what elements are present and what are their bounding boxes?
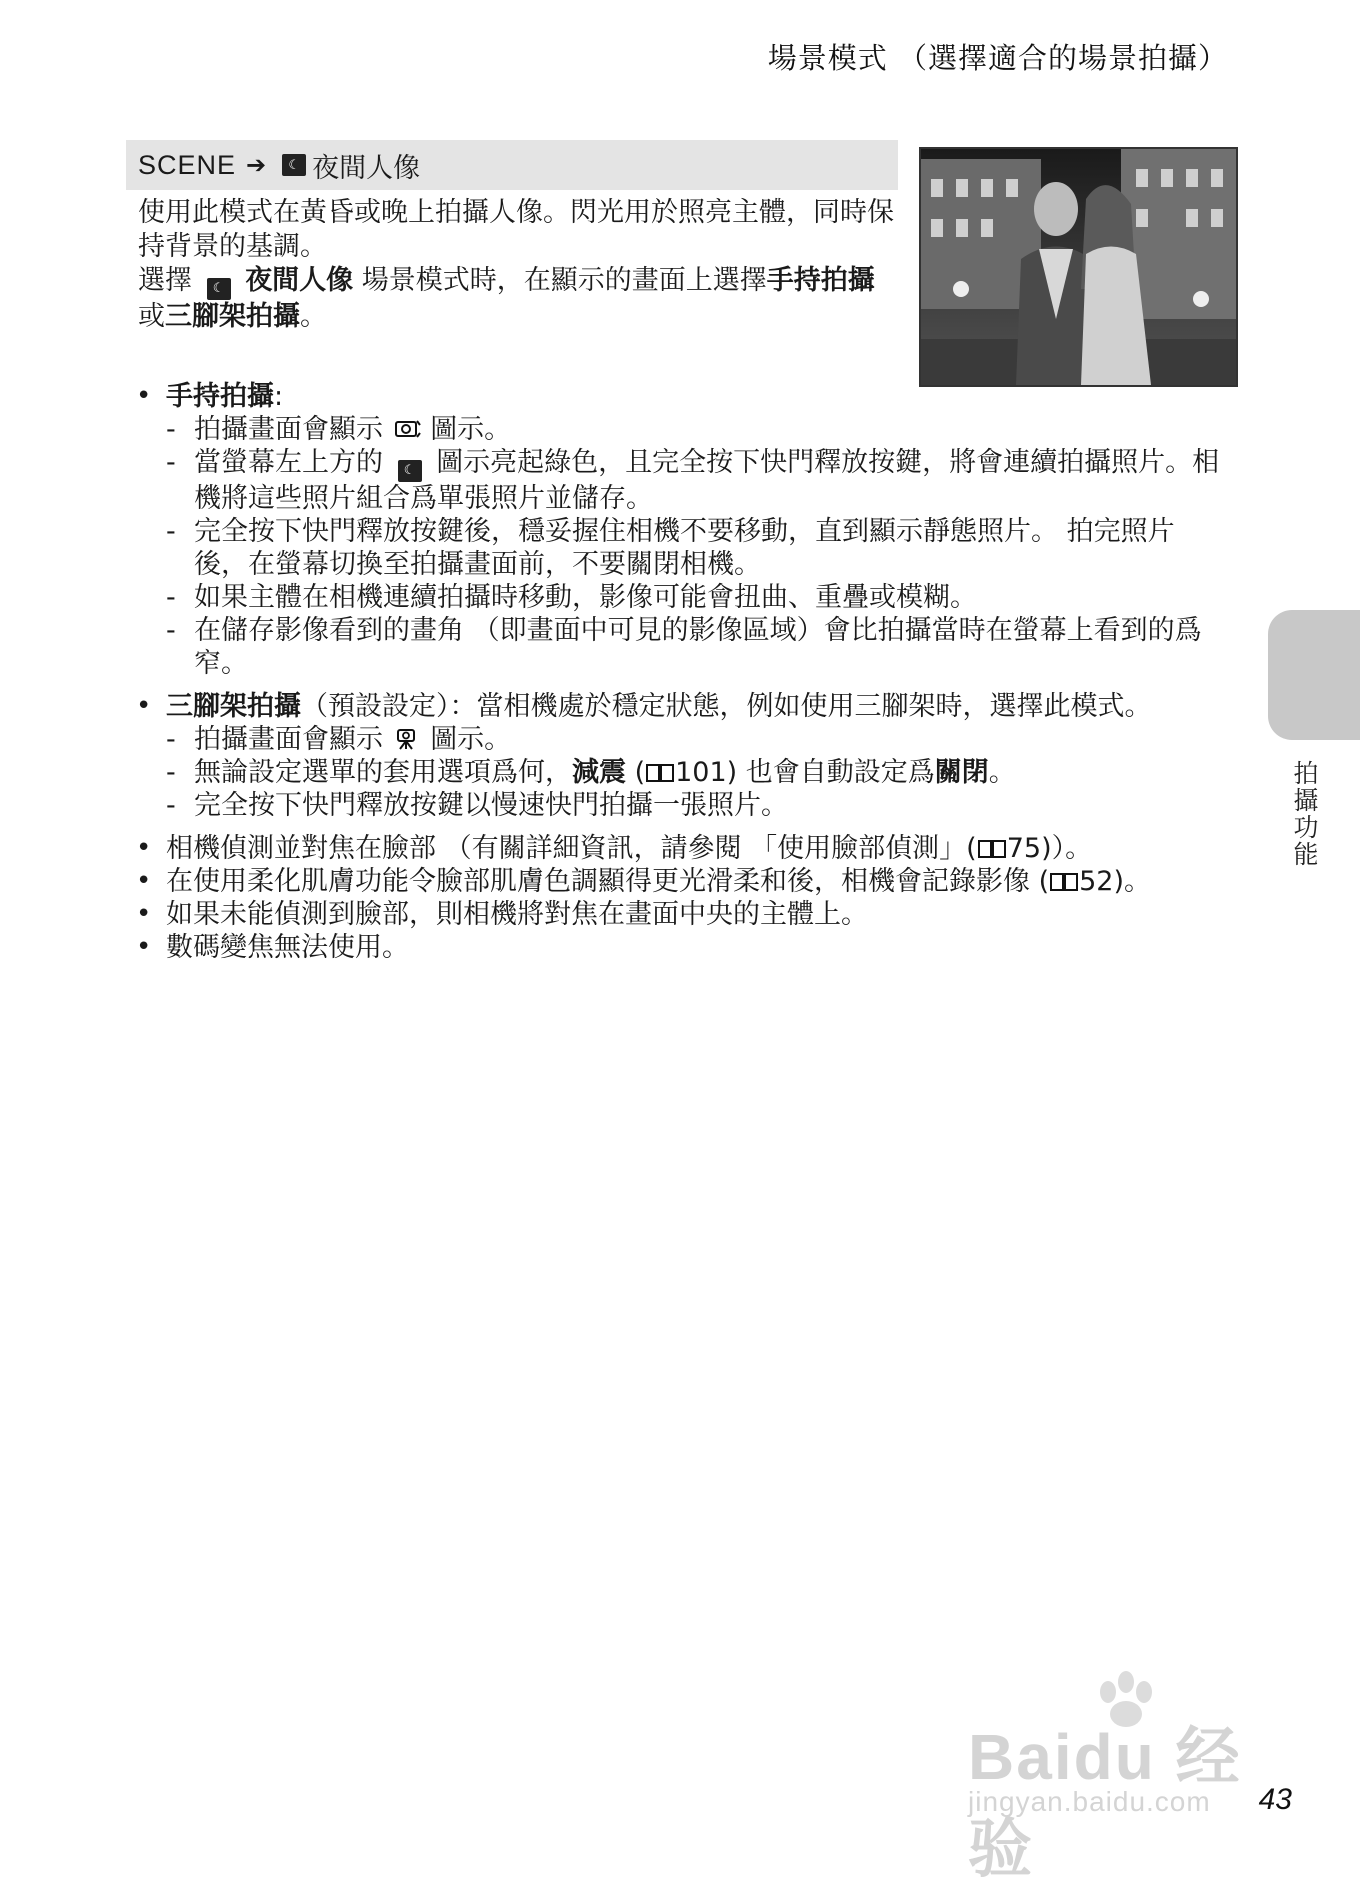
intro-tripod: 三腳架拍攝 <box>165 301 300 332</box>
note-1-text: 相機偵測並對焦在臉部 （有關詳細資訊，請參閱 「使用臉部偵測」( <box>166 832 977 864</box>
tripod-ref[interactable]: 101 <box>675 756 727 788</box>
note-face-detection <box>136 832 1226 865</box>
chapter-side-label: 拍攝功能 <box>1290 760 1319 868</box>
note-2-text: 在使用柔化肌膚功能令臉部肌膚色調顯得更光滑柔和後，相機會記錄影像 ( <box>166 865 1050 897</box>
tripod-item-1-b: 圖示。 <box>430 723 512 755</box>
handheld-item-5: 在儲存影像看到的畫角 （即畫面中可見的影像區域）會比拍攝當時在螢幕上看到的爲窄。 <box>194 614 1202 679</box>
tripod-item-2-a: 無論設定選單的套用選項爲何， <box>194 756 572 788</box>
note-digital-zoom <box>136 931 1226 964</box>
intro-end: 。 <box>300 301 327 332</box>
handheld-shake-icon <box>392 417 422 441</box>
note-3-text: 如果未能偵測到臉部，則相機將對焦在畫面中央的主體上。 <box>166 898 868 930</box>
note-no-face <box>136 898 1226 931</box>
tripod-item-2-end: 。 <box>988 756 1016 788</box>
list-item: - 拍攝畫面會顯示 圖示。 <box>166 723 512 755</box>
intro-line-1: 使用此模式在黃昏或晚上拍攝人像。閃光用於照亮主體，同時保持背景的基調。 <box>138 197 894 262</box>
intro-mode-name: 夜間人像 <box>245 265 354 296</box>
intro-or: 或 <box>138 301 165 332</box>
arrow-icon: ➔ <box>246 151 267 179</box>
handheld-item-3: 完全按下快門釋放按鍵後，穩妥握住相機不要移動，直到顯示靜態照片。 拍完照片後，在螢幕切換至拍攝畫面前，不要關閉相機。 <box>194 515 1175 580</box>
list-item: - 拍攝畫面會顯示 圖示。 <box>166 414 512 445</box>
main-content <box>136 380 1226 964</box>
tripod-item-2-b: 也會自動設定爲 <box>745 756 935 788</box>
list-item: - 當螢幕左上方的 ☾ 圖示亮起綠色，且完全按下快門釋放按鍵，將會連續拍攝照片。相機將這些照片組合爲單張照片並儲存。 <box>166 447 1220 514</box>
handheld-item-4: 如果主體在相機連續拍攝時移動，影像可能會扭曲、重疊或模糊。 <box>194 581 977 613</box>
tripod-heading <box>136 690 1226 723</box>
sample-photo <box>919 147 1238 387</box>
handheld-colon: : <box>274 381 284 412</box>
chapter-side-tab[interactable] <box>1268 610 1360 740</box>
intro-mode-text: 場景模式時，在顯示的畫面上選擇 <box>361 265 767 296</box>
book-reference-icon <box>977 838 1007 860</box>
list-item: - 完全按下快門釋放按鍵後，穩妥握住相機不要移動，直到顯示靜態照片。 拍完照片後，在螢幕切換至拍攝畫面前，不要關閉相機。 <box>166 515 1175 580</box>
tripod-item-1-a: 拍攝畫面會顯示 <box>194 723 383 755</box>
intro-select-text: 選擇 <box>138 265 192 296</box>
tripod-vr: 減震 <box>572 756 626 788</box>
note-1-end: )）。 <box>1041 832 1093 864</box>
handheld-title: 手持拍攝 <box>166 381 274 412</box>
handheld-item-1-b: 圖示。 <box>430 414 512 445</box>
note-2-ref[interactable]: 52 <box>1079 865 1114 897</box>
list-item: - 在儲存影像看到的畫角 （即畫面中可見的影像區域）會比拍攝當時在螢幕上看到的爲窄。 <box>166 614 1202 679</box>
note-4-text: 數碼變焦無法使用。 <box>166 931 409 963</box>
intro-handheld: 手持拍攝 <box>766 265 875 296</box>
tripod-icon <box>392 727 422 751</box>
night-portrait-photo-illustration <box>921 149 1236 385</box>
night-portrait-icon: ☾ <box>282 154 306 176</box>
scene-label: SCENE <box>138 149 237 180</box>
handheld-item-2-a: 當螢幕左上方的 <box>194 447 383 478</box>
watermark <box>968 1670 1298 1885</box>
intro-line-2 <box>138 264 898 334</box>
night-portrait-icon: ☾ <box>207 278 231 300</box>
handheld-item-2-b: 圖示亮起綠色，且完全按下快門釋放按鍵，將會連續拍攝照片。相機將這些照片組合爲單張照片並儲存。 <box>194 447 1220 514</box>
list-item: - 如果主體在相機連續拍攝時移動，影像可能會扭曲、重疊或模糊。 <box>166 581 977 613</box>
tripod-title: 三腳架拍攝 <box>166 690 301 722</box>
book-reference-icon <box>645 762 675 784</box>
watermark-brand: Baidu 经验 <box>968 1721 1242 1885</box>
note-1-ref[interactable]: 75 <box>1006 832 1042 864</box>
handheld-heading <box>136 380 1226 413</box>
night-portrait-icon: ☾ <box>398 460 422 482</box>
tripod-item-3: 完全按下快門釋放按鍵以慢速快門拍攝一張照片。 <box>194 789 788 821</box>
watermark-url: jingyan.baidu.com <box>968 1786 1211 1817</box>
list-item: - 完全按下快門釋放按鍵以慢速快門拍攝一張照片。 <box>166 789 788 821</box>
intro-text <box>138 196 898 334</box>
page-number: 43 <box>1258 1783 1292 1816</box>
scene-breadcrumb-bar <box>126 140 898 190</box>
scene-mode-name: 夜間人像 <box>312 152 421 184</box>
note-skin-softening <box>136 865 1226 898</box>
tripod-off: 關閉 <box>934 756 989 788</box>
handheld-item-1-a: 拍攝畫面會顯示 <box>194 414 383 445</box>
tripod-desc: （預設設定）：當相機處於穩定狀態，例如使用三腳架時，選擇此模式。 <box>301 690 1152 722</box>
note-2-end: )。 <box>1113 865 1152 897</box>
book-reference-icon <box>1049 871 1079 893</box>
list-item: - 無論設定選單的套用選項爲何，減震 ( 101) 也會自動設定爲關閉。 <box>166 756 1016 788</box>
page-header-title: 場景模式 （選擇適合的場景拍攝） <box>767 41 1228 75</box>
